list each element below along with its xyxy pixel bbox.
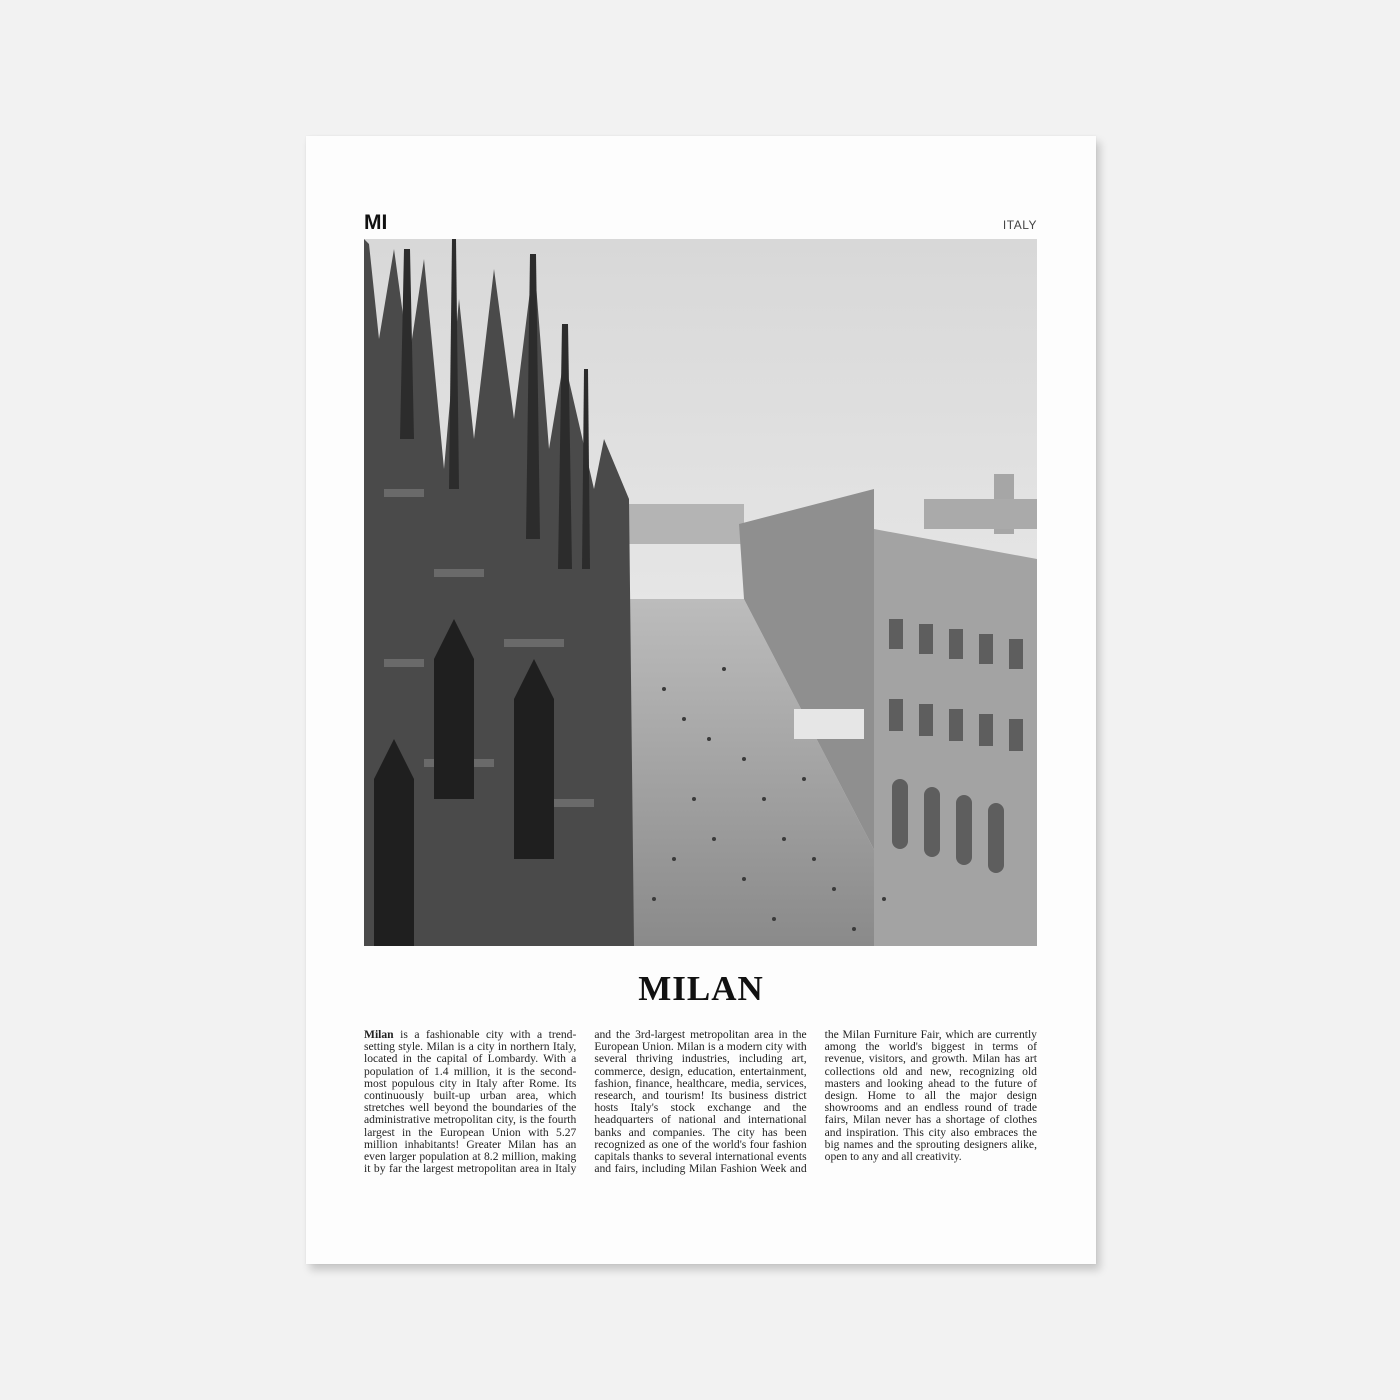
poster bbox=[306, 136, 1096, 1264]
description-body: is a fashionable city with a trend-setting style. Milan is a city in northern Italy, located in the capital of Lombardy. With a population of 1.4 million, it is the second-most populous city in Italy after Rome. Its continuously built-up urban area, which stretches well beyond the boundaries of the administrative metropolitan city, is the fourth largest in the European Union with 5.27 million inhabitants! Greater Milan has an even larger population at 8.2 million, making it by far the largest metropolitan area in Italy and the 3rd-largest metropolitan area in the European Union. Milan is a modern city with several thriving industries, including art, commerce, design, education, entertainment, fashion, finance, healthcare, media, services, research, and tourism! Its business district hosts Italy's stock exchange and the headquarters of national and international banks and companies. The city has been recognized as one of the world's four fashion capitals thanks to several international events and fairs, including Milan Fashion Week and the Milan Furniture Fair, which are currently among the world's biggest in terms of revenue, visitors, and growth. Milan has art collections old and new, recognizing old masters and looking ahead to the future of design. Home to all the major design showrooms and an endless round of trade fairs, Milan never has a shortage of clothes and inspiration. This city also embraces the big names and the sprouting designers alike, open to any and all creativity. bbox=[364, 1028, 1037, 1176]
city-title: MILAN bbox=[638, 969, 764, 1008]
country-label: ITALY bbox=[1002, 218, 1037, 232]
milan-cathedral-photo bbox=[364, 239, 1037, 946]
city-code: MI bbox=[364, 211, 388, 234]
description-lead: Milan bbox=[364, 1028, 394, 1041]
city-description bbox=[364, 1029, 1037, 1175]
city-photo bbox=[364, 239, 1037, 946]
